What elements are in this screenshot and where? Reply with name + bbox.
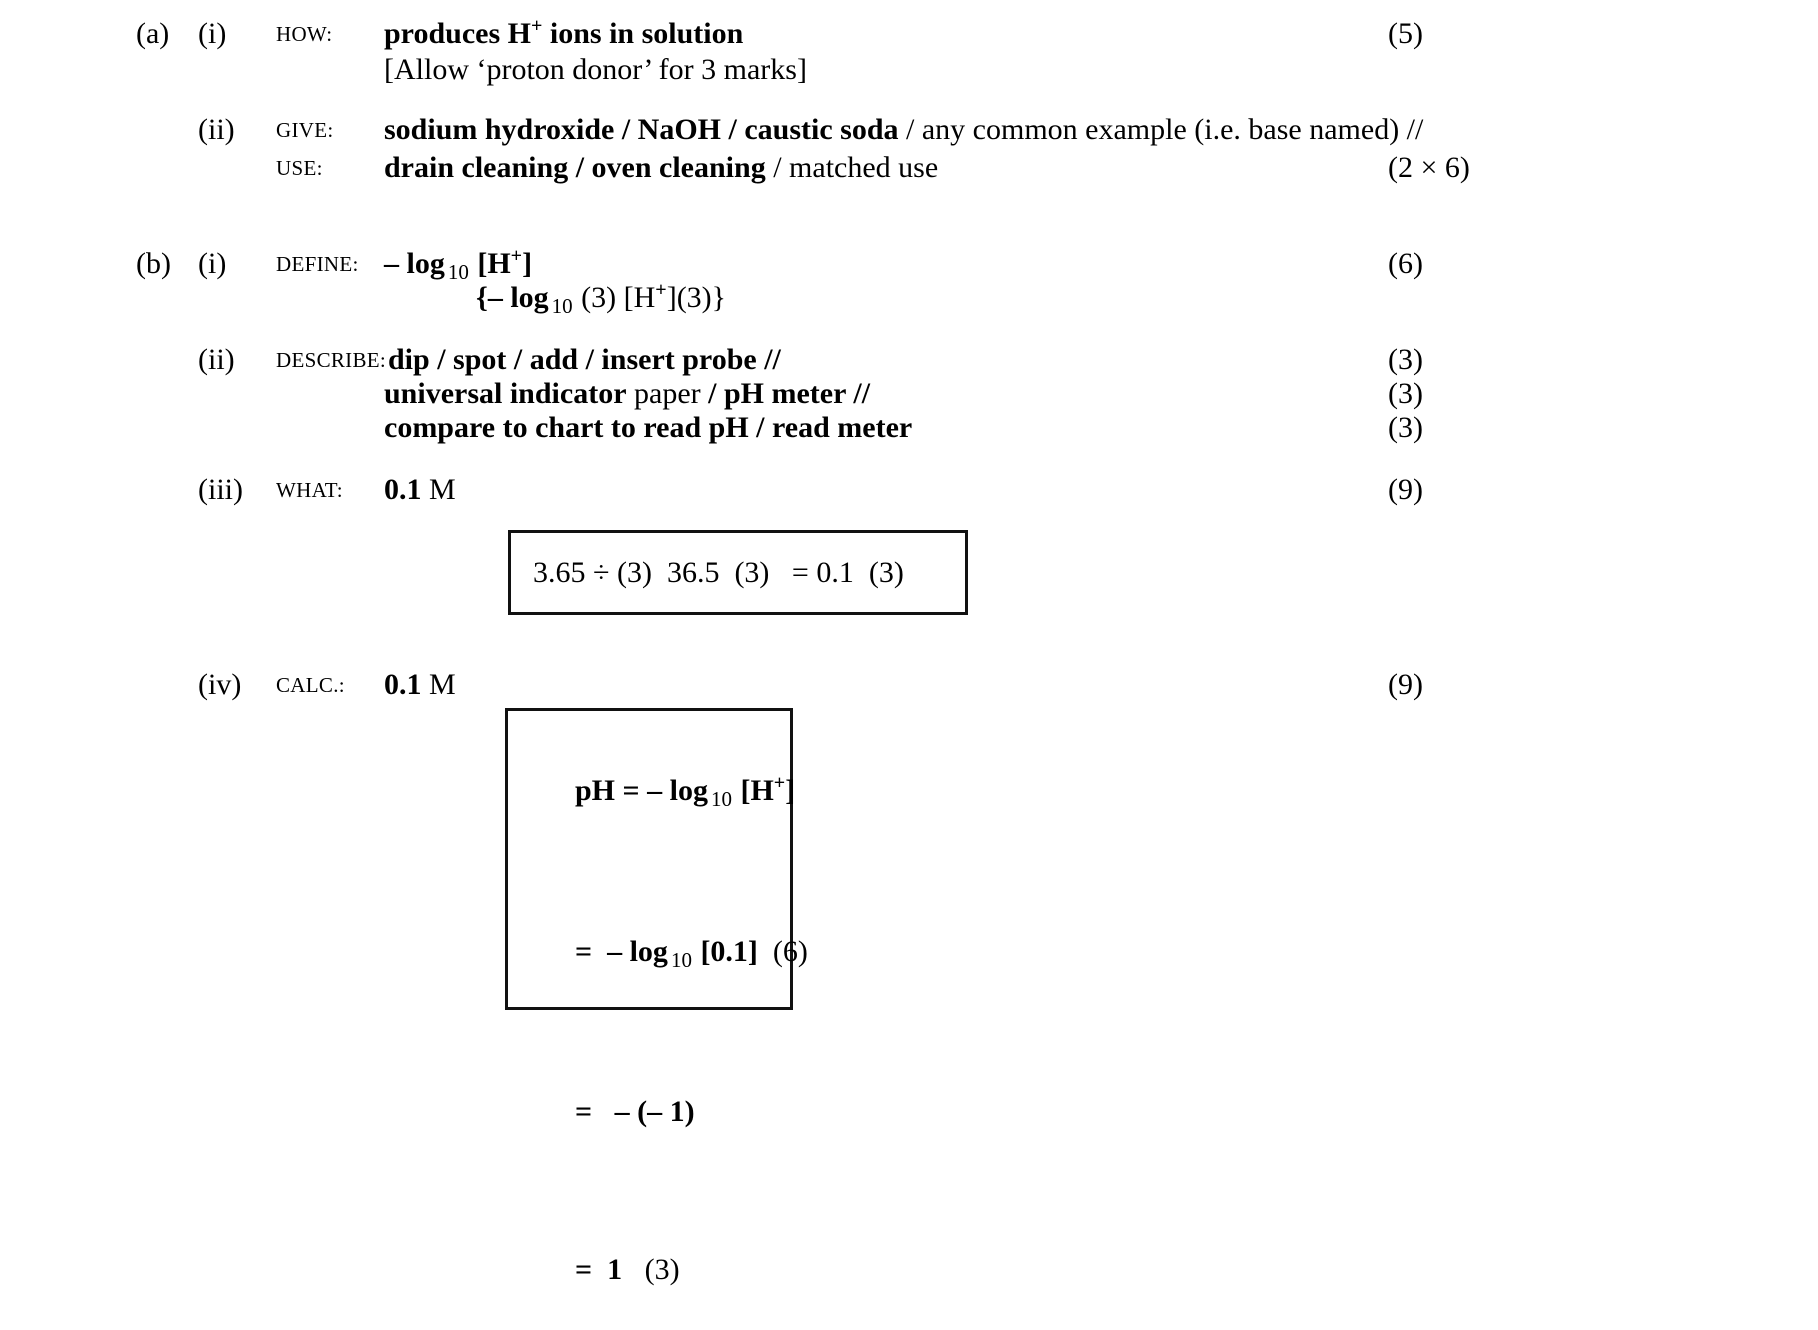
brace-mark-three-a: (3) [H <box>573 281 656 314</box>
subpart-label-b-ii: (ii) <box>198 343 235 376</box>
answer-brace-b-i <box>0 278 1818 321</box>
ph-intermediate-line <box>530 1052 790 1172</box>
marks-a-i: (5) <box>1388 17 1423 50</box>
brace-open-neg-log: {– log <box>476 281 549 314</box>
subpart-label-b-iv: (iv) <box>198 668 242 701</box>
brace-close-mark: ](3)} <box>666 281 727 314</box>
calculation-box-ph <box>505 708 808 1286</box>
marks-b-iii: (9) <box>1388 473 1423 506</box>
expression-conc-close: ] <box>522 247 533 280</box>
log-base-subscript: 10 <box>447 260 469 284</box>
cue-label-what: WHAT: <box>276 478 343 502</box>
ph-formula-eq: = – log <box>615 774 708 807</box>
ph-label: pH <box>575 774 616 807</box>
cue-label-use: USE: <box>276 156 323 180</box>
part-label-a: (a) <box>136 17 170 50</box>
subpart-label-a-ii: (ii) <box>198 113 235 146</box>
ph-sub-value: [0.1] <box>692 935 758 968</box>
ph-result-marks: (3) <box>622 1253 680 1286</box>
answer-a-ii-give-regular: / any common example (i.e. base named) // <box>898 113 1424 146</box>
answer-b-iii-unit: M <box>421 473 456 506</box>
marks-b-i: (6) <box>1388 247 1423 280</box>
answer-b-iv-value: 0.1 <box>384 668 422 701</box>
part-label-b: (b) <box>136 247 171 280</box>
answer-b-iii-value: 0.1 <box>384 473 422 506</box>
answer-b-ii-line3: compare to chart to read pH / read meter <box>384 411 913 444</box>
answer-text-a-ii-give <box>384 110 1818 150</box>
superscript-plus-charge: + <box>530 15 543 37</box>
answer-note-row-a-i <box>0 50 1818 90</box>
answer-b-ii-line1: dip / spot / add / insert probe // <box>388 343 781 376</box>
answer-row-b-iii <box>0 470 1818 510</box>
expression-conc-open: [H <box>469 247 511 280</box>
superscript-plus-charge-ph: + <box>773 772 786 794</box>
superscript-plus-charge: + <box>510 245 523 267</box>
subpart-label-b-iii: (iii) <box>198 473 243 506</box>
answer-row-b-i-brace <box>0 278 1818 321</box>
calculation-box-molarity <box>508 530 968 615</box>
ph-conc-close: ] <box>785 774 796 807</box>
marks-b-iv: (9) <box>1388 668 1423 701</box>
marks-b-ii-line3: (3) <box>1388 411 1423 444</box>
answer-a-ii-use-bold: drain cleaning / oven cleaning <box>384 151 766 184</box>
ph-formula-line <box>530 731 796 854</box>
answer-b-iv-unit: M <box>421 668 456 701</box>
answer-b-ii-line2-bold-a: universal indicator <box>384 377 627 410</box>
marks-b-ii-line1: (3) <box>1388 343 1423 376</box>
ph-sub-marks: (6) <box>757 935 808 968</box>
answer-a-i-main: produces H <box>384 17 531 50</box>
expression-neg-log: – log <box>384 247 445 280</box>
answer-b-ii-line2-regular: paper <box>626 377 709 410</box>
answer-row-a-ii-use <box>0 148 1818 188</box>
cue-label-describe: DESCRIBE: <box>276 348 387 372</box>
cue-label-give: GIVE: <box>276 118 334 142</box>
answer-row-b-ii-line3 <box>0 408 1818 448</box>
marks-b-ii-line2: (3) <box>1388 377 1423 410</box>
log-base-subscript-ph: 10 <box>710 787 732 811</box>
subpart-label-a-i: (i) <box>198 17 227 50</box>
cue-label-calc: CALC.: <box>276 673 345 697</box>
answer-a-i-tail: ions in solution <box>542 17 744 50</box>
cue-label-define: DEFINE: <box>276 252 359 276</box>
ph-substitution-line <box>530 892 808 1014</box>
ph-intermediate-value: = – (– 1) <box>575 1095 695 1128</box>
answer-row-b-iv <box>0 665 1818 705</box>
ph-result-value: = 1 <box>575 1253 623 1286</box>
ph-conc-open: [H <box>732 774 774 807</box>
subpart-label-b-i: (i) <box>198 247 227 280</box>
log-base-subscript-brace: 10 <box>551 294 573 318</box>
answer-a-ii-give-bold: sodium hydroxide / NaOH / caustic soda <box>384 113 899 146</box>
ph-result-line <box>530 1210 790 1330</box>
superscript-plus-charge-brace: + <box>655 279 667 301</box>
cue-label-how: HOW: <box>276 22 333 46</box>
log-base-subscript-sub: 10 <box>670 948 692 972</box>
answer-a-ii-use-regular: / matched use <box>765 151 939 184</box>
ph-sub-eq: = – log <box>575 935 668 968</box>
calculation-line-molarity: 3.65 ÷ (3) 36.5 (3) = 0.1 (3) <box>533 555 904 589</box>
answer-row-a-ii <box>0 110 1818 150</box>
answer-b-ii-line2-bold-b: / pH meter // <box>708 377 871 410</box>
answer-note-a-i: [Allow ‘proton donor’ for 3 marks] <box>384 53 807 86</box>
marks-a-ii: (2 × 6) <box>1388 151 1470 184</box>
